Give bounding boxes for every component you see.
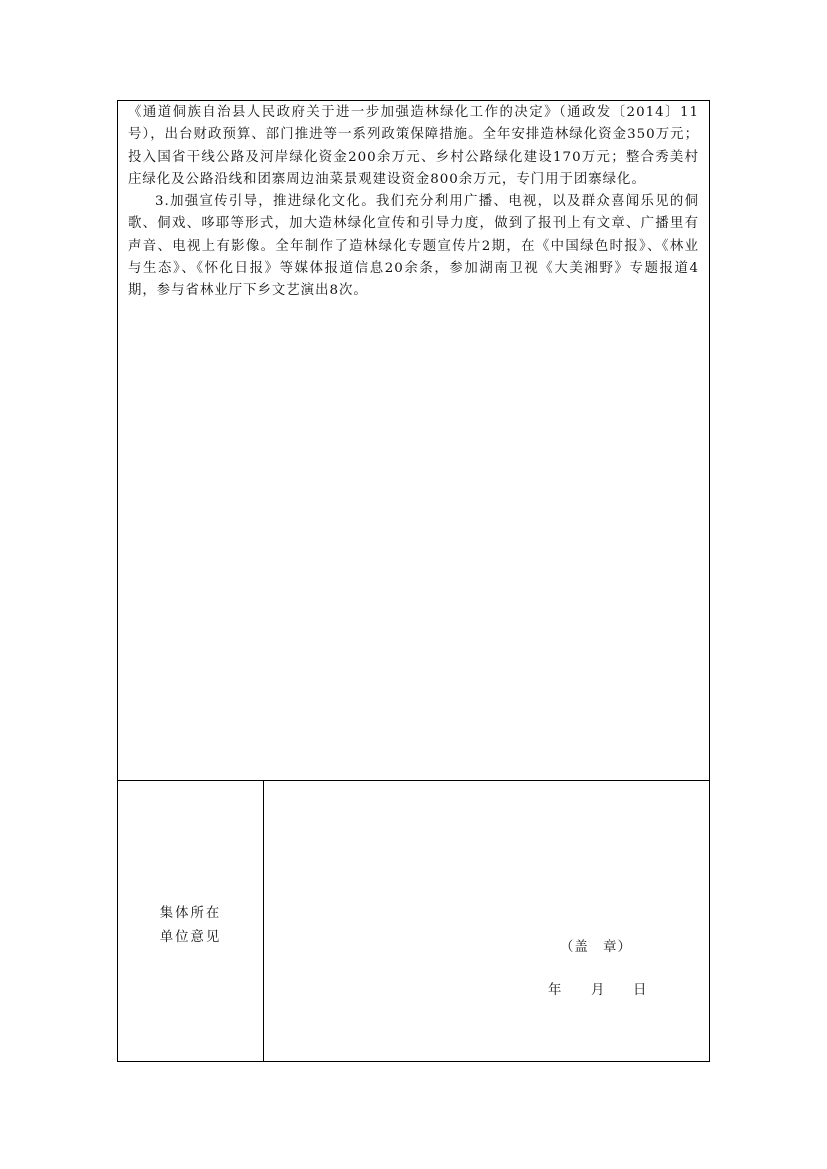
opinion-label-line2: 单位意见 — [159, 930, 222, 945]
paragraph-policy-funding: 《通道侗族自治县人民政府关于进一步加强造林绿化工作的决定》（通政发〔2014〕11号），出台财政预算、部门推进等一系列政策保障措施。全年安排造林绿化资金350万元；投入国省干线公路及河岸绿化资金200余万元、乡村公路绿化建设170万元；整合秀美村庄绿化及公路沿线和团寨周边油菜景观建设资金800余万元，专门用于团寨绿化。 — [128, 105, 699, 187]
seal-placeholder: （盖 章） — [560, 940, 632, 955]
date-year-label: 年 — [548, 983, 562, 998]
body-text-cell — [118, 101, 709, 781]
date-day-label: 日 — [633, 983, 647, 998]
form-table — [117, 100, 710, 1062]
opinion-content-cell — [264, 781, 709, 1061]
paragraph-publicity: 3.加强宣传引导，推进绿化文化。我们充分利用广播、电视，以及群众喜闻乐见的侗歌、侗戏、哆耶等形式，加大造林绿化宣传和引导力度，做到了报刊上有文章、广播里有声音、电视上有影像。全年制作了造林绿化专题宣传片2期，在《中国绿色时报》、《林业与生态》、《怀化日报》等媒体报道信息20余条，参加湖南卫视《大美湘野》专题报道4期，参与省林业厅下乡文艺演出8次。 — [128, 194, 699, 299]
date-month-label: 月 — [591, 983, 605, 998]
opinion-label-line1: 集体所在 — [159, 906, 222, 921]
opinion-label-cell — [118, 781, 264, 1061]
